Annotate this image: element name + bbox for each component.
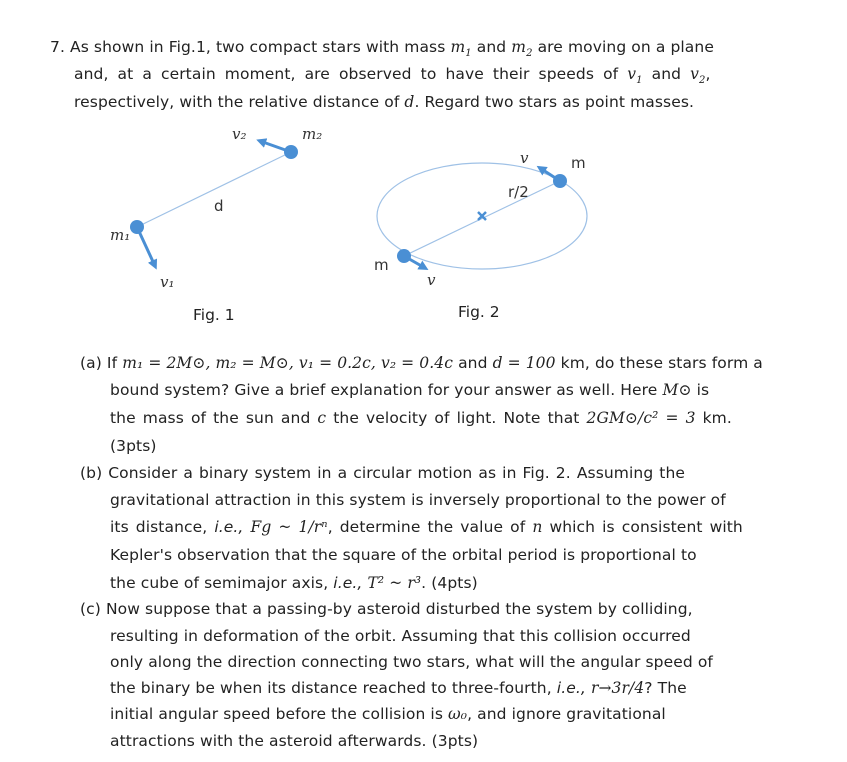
fig2-diagram <box>374 149 587 289</box>
part-a-line-4: (3pts) <box>110 437 157 455</box>
fig1-star-m2 <box>284 145 298 159</box>
fig2-label-r2: r/2 <box>508 183 529 201</box>
fig2-label-m-left: m <box>374 256 389 274</box>
part-b-line-4: Kepler's observation that the square of the orbital period is proportional to <box>110 546 697 564</box>
fig1-caption: Fig. 1 <box>193 306 235 324</box>
fig2-label-v-left: v <box>427 271 436 289</box>
fig2-caption: Fig. 2 <box>458 303 500 321</box>
problem-number: 7. <box>50 38 65 56</box>
part-a-line-3: the mass of the sun and c the velocity of light. Note that 2GM⊙/c² = 3 km. <box>110 409 732 427</box>
fig1-diagram <box>110 125 322 291</box>
problem-intro-line-1: 7. As shown in Fig.1, two compact stars with mass $m_1$ and $m_2$ are moving on a plane <box>50 38 714 60</box>
fig1-label-d: d <box>214 197 224 215</box>
fig1-star-m1 <box>130 220 144 234</box>
fig2-star-right <box>553 174 567 188</box>
problem-intro-line-2: and, at a certain moment, are observed to have their speeds of $v_1$ and $v_2$, <box>74 65 711 87</box>
fig1-label-v2: v₂ <box>232 125 247 143</box>
part-a-line-2: bound system? Give a brief explanation for your answer as well. Here M⊙ is <box>110 381 710 399</box>
problem-intro-line-3: respectively, with the relative distance of d. Regard two stars as point masses. <box>74 93 695 111</box>
part-a-line-1: (a) If m₁ = 2M⊙, m₂ = M⊙, v₁ = 0.2c, v₂ = 0.4c and d = 100 km, do these stars form a <box>80 354 763 372</box>
part-b-line-3: its distance, i.e., Fg ~ 1/rⁿ, determine the value of n which is consistent with <box>110 518 743 536</box>
fig1-label-m1: m₁ <box>110 226 131 244</box>
part-c-line-2: resulting in deformation of the orbit. Assuming that this collision occurred <box>110 627 691 645</box>
part-b-line-1: (b) Consider a binary system in a circular motion as in Fig. 2. Assuming the <box>80 464 686 482</box>
figures <box>0 0 847 340</box>
fig2-star-left <box>397 249 411 263</box>
part-c-line-5: initial angular speed before the collision is ω₀, and ignore gravitational <box>110 705 666 723</box>
fig1-distance-line <box>137 152 291 227</box>
fig1-label-v1: v₁ <box>160 273 175 291</box>
part-c-line-6: attractions with the asteroid afterwards. (3pts) <box>110 732 479 750</box>
fig2-label-m-right: m <box>571 154 586 172</box>
part-b-line-5: the cube of semimajor axis, i.e., T² ~ r³. (4pts) <box>110 574 478 592</box>
part-c-line-4: the binary be when its distance reached to three-fourth, i.e., r→3r/4? The <box>110 679 687 697</box>
fig2-label-v-right: v <box>520 149 529 167</box>
part-c-line-1: (c) Now suppose that a passing-by asteroid disturbed the system by colliding, <box>80 600 693 618</box>
part-b-line-2: gravitational attraction in this system is inversely proportional to the power of <box>110 491 726 509</box>
fig1-label-m2: m₂ <box>302 125 323 143</box>
part-c-line-3: only along the direction connecting two stars, what will the angular speed of <box>110 653 713 671</box>
fig2-diameter-line <box>404 181 560 256</box>
